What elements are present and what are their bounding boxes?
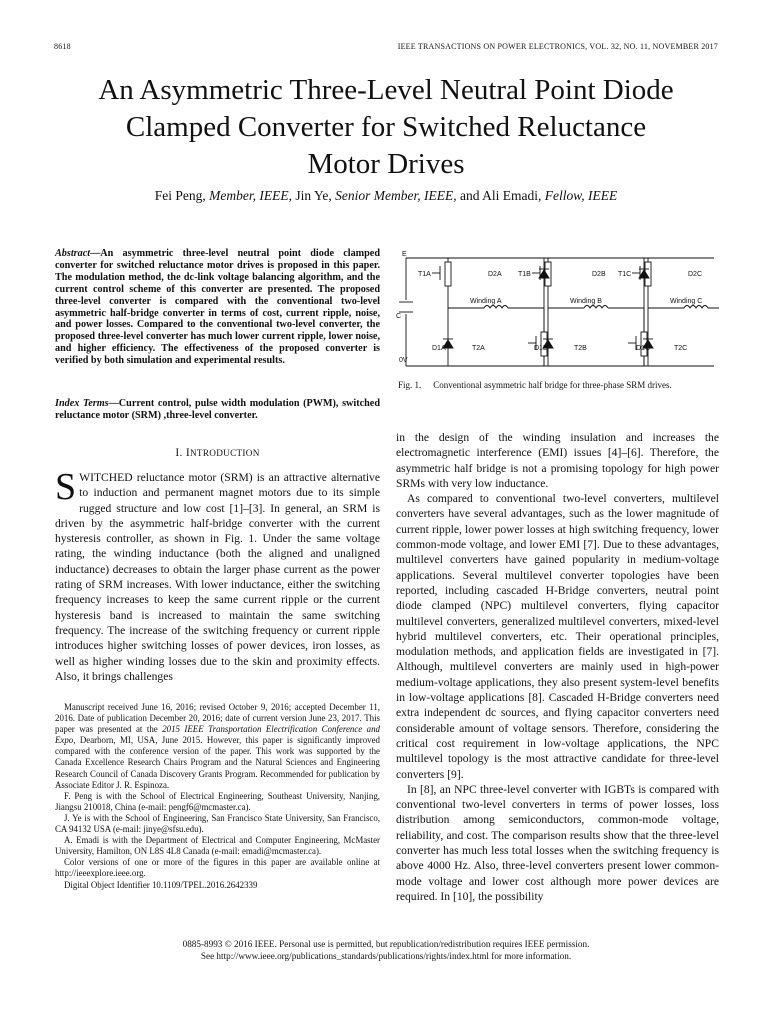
label-D2C: D2C — [688, 271, 703, 278]
footnote-author-2: J. Ye is with the School of Engineering, San Francisco State University, San Francisco, CA 94132 USA (e-mail: jinye@sfsu.edu). — [55, 812, 380, 835]
footnote-author-3: A. Emadi is with the Department of Electrical and Computer Engineering, McMaster University, Hamilton, ON L8S 4L8 Canada (e-mail: emadi@mcmaster.ca). — [55, 835, 380, 857]
figure-number: Fig. 1. — [398, 380, 422, 390]
footnotes — [55, 702, 380, 891]
drop-cap: S — [55, 466, 77, 508]
footnote-manuscript-a: Manuscript received June 16, 2016; revised October 9, 2016; accepted December 11, 2016. Date of publication December 20, 2016; date of current version June 23, 2017. This paper was presented at the — [55, 702, 380, 735]
index-terms — [55, 398, 380, 422]
title-line-3: Motor Drives — [307, 148, 465, 180]
figure-1-circuit — [396, 248, 719, 370]
label-winding-b: Winding B — [570, 298, 602, 305]
label-T1B: T1B — [518, 271, 531, 278]
intro-text: WITCHED reluctance motor (SRM) is an attractive alternative to induction and permanent magnet motors due to its simple rugged structure and low cost [1]–[3]. In general, an SRM is driven by the asymmetric half-bridge converter with the current hysteresis controller, as shown in Fig. 1. Under the same voltage rating, the winding inductance (both the aligned and unaligned inductance) decreases to obtain the larger phase current as the power rating of SRM increases. With lower inductance, either the switching frequency increases to keep the same current ripple or the current hysteresis band is increased to maintain the same switching frequency. The increase of the switching frequency or current ripple introduces higher switching losses of power devices, iron losses, as well as higher winding losses due to the skin and proximity effects. Also, it brings challenges — [55, 471, 380, 683]
abstract-text: —An asymmetric three-level neutral point diode clamped converter for switched reluctance motor drives is proposed in this paper. The modulation method, the dc-link voltage balancing algorithm, and the current control scheme of this converter are presented. The proposed three-level converter is compared with the conventional two-level asymmetric half-bridge converter in terms of cost, current ripple, noise, and power losses. Compared to the conventional two-level converter, the proposed three-level converter has much lower current ripple, lower noise, and higher efficiency. The effectiveness of the proposed converter is verified by both simulation and experimental results. — [55, 248, 380, 367]
paragraph-continued: in the design of the winding insulation and increases the electromagnetic interference (EMI) issues [4]–[6]. Therefore, the asymmetric half bridge is not a promising topology for high power SRMs with very low inductance. — [396, 431, 719, 490]
label-T1C: T1C — [618, 271, 632, 278]
section-title-rest: NTRODUCTION — [189, 448, 260, 458]
author-line — [54, 188, 718, 204]
paper-title — [54, 72, 718, 183]
copyright-line: 0885-8993 © 2016 IEEE. Personal use is permitted, but republication/redistribution requires IEEE permission. — [182, 939, 590, 949]
footnote-doi: Digital Object Identifier 10.1109/TPEL.2016.2642339 — [64, 879, 258, 890]
intro-paragraph — [55, 466, 380, 684]
label-T1A: T1A — [418, 271, 431, 278]
author-1-name: Fei Peng, — [154, 188, 206, 203]
label-T2B: T2B — [574, 345, 587, 352]
footnote-color: Color versions of one or more of the figures in this paper are available online at http://ieeexplore.ieee.org. — [55, 857, 380, 879]
copyright-footer — [54, 938, 718, 962]
title-line-1: An Asymmetric Three-Level Neutral Point Diode — [98, 74, 674, 106]
page-number: 8618 — [54, 42, 71, 51]
abstract-label: Abstract — [55, 248, 91, 259]
author-2-role: Senior Member, IEEE — [335, 188, 454, 203]
label-T2C: T2C — [674, 345, 688, 352]
title-line-2: Clamped Converter for Switched Reluctance — [125, 111, 647, 143]
abstract — [55, 248, 380, 367]
paragraph-npc: In [8], an NPC three-level converter with IGBTs is compared with conventional two-level converters in terms of power losses, loss distribution among semiconductors, common-mode voltage, reliability, and cost. The comparison results show that the three-level converter has much less total losses when the switching frequency is above 4000 Hz. Also, three-level converters present lower common-mode voltage and lower cost although more power devices are required. In [10], the possibility — [396, 782, 719, 903]
label-winding-c: Winding C — [670, 298, 703, 305]
author-3-role: Fellow, IEEE — [544, 188, 618, 203]
section-title-initial: I — [185, 447, 190, 459]
journal-header: IEEE TRANSACTIONS ON POWER ELECTRONICS, VOL. 32, NO. 11, NOVEMBER 2017 — [397, 42, 718, 51]
footnote-manuscript-b: , Dearborn, MI, USA, June 2015. However, this paper is significantly improved compared with the conference version of the paper. This work was supported by the Canada Excellence Research Chairs Program and the Natural Sciences and Engineering Research Council of Canada Discovery Grants Program. Recommended for publication by Associate Editor J. R. Espinoza. — [55, 735, 380, 790]
label-D1A: D1A — [432, 345, 446, 352]
footnote-manuscript — [55, 702, 380, 791]
figure-caption-text: Conventional asymmetric half bridge for three-phase SRM drives. — [433, 380, 672, 390]
footnote-conference: 2015 IEEE Transportation Electrification Conference and Expo — [55, 724, 380, 746]
footnote-author-1: F. Peng is with the School of Electrical Engineering, Southeast University, Nanjing, Jiangsu 210018, China (e-mail: pengf6@mcmaster.ca). — [55, 790, 380, 812]
index-terms-label: Index Terms — [55, 398, 109, 409]
section-numeral: I. — [175, 447, 183, 459]
label-D2A: D2A — [488, 271, 502, 278]
label-T2A: T2A — [472, 345, 485, 352]
permissions-line: See http://www.ieee.org/publications_standards/publications/rights/index.html for more information. — [200, 951, 572, 961]
paragraph-multilevel: As compared to conventional two-level converters, multilevel converters have several advantages, such as the lower magnitude of current ripple, lower power losses at high switching frequency, lower common-mode voltage, and lower EMI [7]. Due to these advantages, multilevel converters have gained popularity in medium-voltage applications. Several multilevel converter topologies have been reported, including cascaded H-Bridge converters, neutral point diode clamped (NPC) multilevel converters, flying capacitor multilevel converters, generalized multilevel converters, mixed-level hybrid multilevel converters, etc. Their operational principles, modulation methods, and application fields are investigated in [7]. Although, multilevel converters are mainly used in high-power medium-voltage applications, they also present system-level benefits in low-voltage applications [8]. Cascaded H-Bridge converters need extra independent dc sources, and flying capacitor converters need considerable amount of voltage sensors. Therefore, considering the critical cost requirement in low-voltage applications, the NPC multilevel topology is the most attractive candidate for three-level converters [9]. — [396, 492, 719, 781]
label-winding-a: Winding A — [470, 298, 502, 305]
section-heading — [55, 447, 380, 459]
label-D2B: D2B — [592, 271, 606, 278]
label-0V: 0V — [399, 357, 408, 364]
label-C: C — [396, 313, 402, 320]
label-D1B: D1B — [534, 345, 548, 352]
author-3-name: , and Ali Emadi, — [453, 188, 542, 203]
author-1-role: Member, IEEE — [209, 188, 289, 203]
label-D1C: D1C — [636, 345, 651, 352]
author-2-name: , Jin Ye, — [288, 188, 332, 203]
right-column-text — [396, 430, 719, 904]
label-E: E — [402, 251, 407, 258]
index-terms-text: —Current control, pulse width modulation (PWM), switched reluctance motor (SRM) ,three-level converter. — [55, 398, 380, 421]
figure-caption — [398, 380, 672, 390]
